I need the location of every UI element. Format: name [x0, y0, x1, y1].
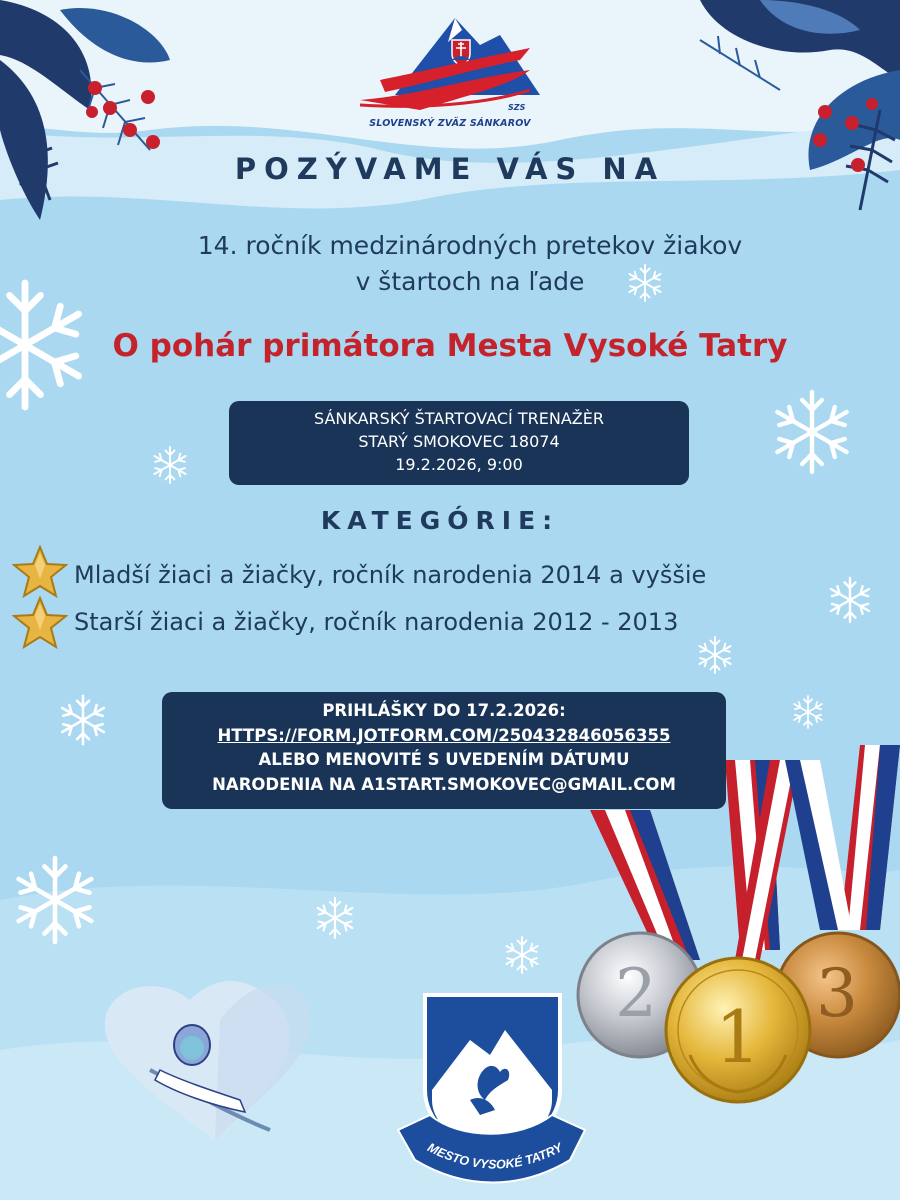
town-name: MESTO VYSOKÉ TATRY — [425, 1140, 565, 1172]
federation-abbreviation: SZS — [508, 103, 526, 112]
venue-box — [229, 401, 689, 485]
registration-deadline: PRIHLÁŠKY DO 17.2.2026: — [322, 701, 566, 720]
registration-alternative: ALEBO MENOVITÉ S UVEDENÍM DÁTUMU — [258, 750, 630, 769]
venue-datetime: 19.2.2026, 9:00 — [395, 455, 523, 474]
invitation-heading: POZÝVAME VÁS NA — [234, 152, 666, 186]
event-line-2: v štartoch na ľade — [355, 267, 585, 296]
registration-box — [162, 692, 726, 809]
star-icon — [12, 545, 68, 599]
svg-text:MESTO VYSOKÉ TATRY — [425, 1140, 566, 1172]
venue-address: STARÝ SMOKOVEC 18074 — [358, 432, 560, 451]
event-line-1: 14. ročník medzinárodných pretekov žiakov — [197, 231, 743, 260]
categories-heading: KATEGÓRIE: — [320, 506, 560, 535]
town-crest-label — [395, 1110, 595, 1200]
registration-link[interactable]: HTTPS://FORM.JOTFORM.COM/250432846056355 — [217, 725, 671, 745]
bronze-medal-number: 3 — [816, 955, 858, 1032]
star-icon — [12, 596, 68, 650]
cup-title: O pohár primátora Mesta Vysoké Tatry — [112, 328, 788, 364]
category-item: Starší žiaci a žiačky, ročník narodenia 2012 - 2013 — [74, 608, 679, 636]
registration-email[interactable]: NARODENIA NA A1START.SMOKOVEC@GMAIL.COM — [212, 774, 676, 794]
silver-medal-number: 2 — [615, 955, 657, 1032]
venue-place: SÁNKARSKÝ ŠTARTOVACÍ TRENAŽÈR — [314, 409, 604, 428]
event-description — [0, 228, 900, 300]
category-item: Mladší žiaci a žiačky, ročník narodenia 2014 a vyššie — [74, 561, 707, 589]
federation-name: SLOVENSKÝ ZVÄZ SÁNKAROV — [369, 118, 531, 129]
gold-medal-number: 1 — [715, 995, 761, 1079]
